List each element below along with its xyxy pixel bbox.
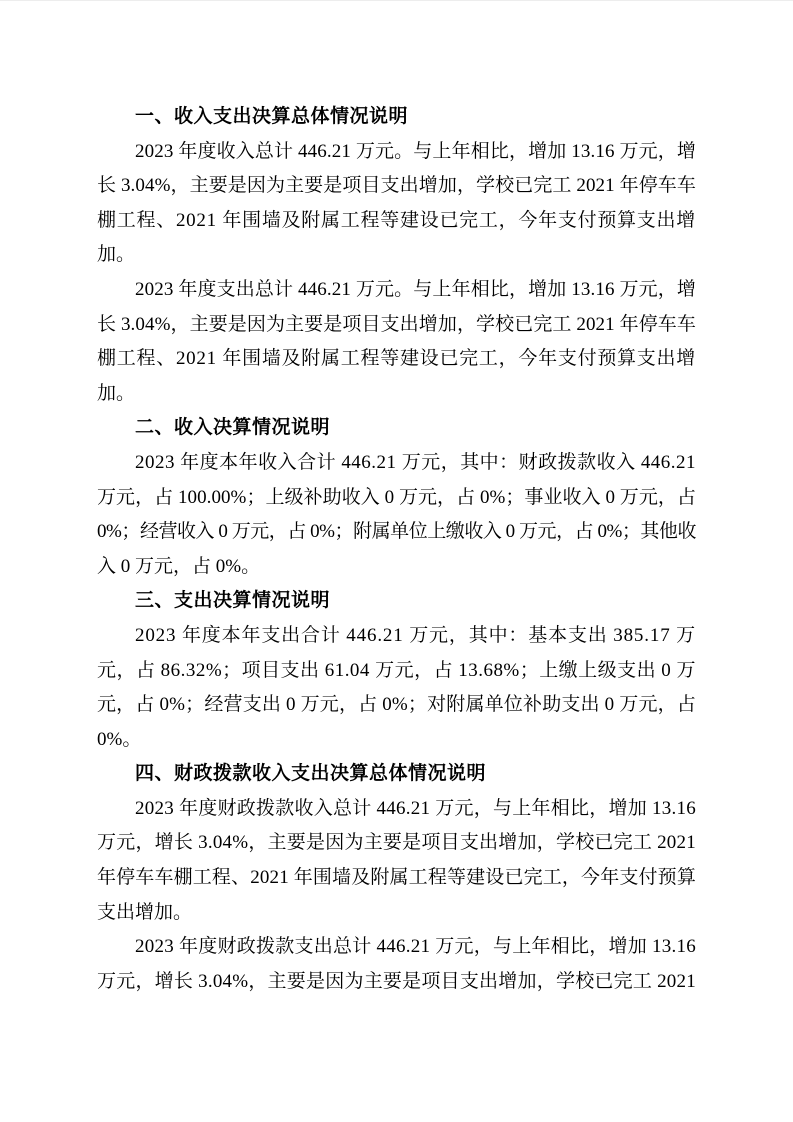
- paragraph-line: 万元，占 100.00%；上级补助收入 0 万元，占 0%；事业收入 0 万元，占: [97, 486, 696, 508]
- paragraph-line: 0%。: [97, 728, 142, 750]
- paragraph-line: 加。: [97, 244, 136, 266]
- paragraph-line: 万元，增长 3.04%，主要是因为主要是项目支出增加，学校已完工 2021: [97, 832, 696, 854]
- paragraph-line: 2023 年度收入总计 446.21 万元。与上年相比，增加 13.16 万元，增: [135, 140, 696, 162]
- paragraph-line: 2023 年度支出总计 446.21 万元。与上年相比，增加 13.16 万元，增: [135, 278, 696, 300]
- section-heading: 四、财政拨款收入支出决算总体情况说明: [135, 763, 487, 785]
- paragraph-line: 长 3.04%，主要是因为主要是项目支出增加，学校已完工 2021 年停车车: [97, 175, 696, 197]
- paragraph-line: 加。: [97, 382, 136, 404]
- paragraph-line: 元，占 0%；经营支出 0 万元，占 0%；对附属单位补助支出 0 万元，占: [97, 694, 696, 716]
- paragraph-line: 长 3.04%，主要是因为主要是项目支出增加，学校已完工 2021 年停车车: [97, 313, 696, 335]
- paragraph-line: 2023 年度财政拨款支出总计 446.21 万元，与上年相比，增加 13.16: [135, 936, 696, 958]
- paragraph-line: 入 0 万元，占 0%。: [97, 555, 261, 577]
- page-top-edge: [0, 0, 793, 1]
- paragraph-line: 棚工程、2021 年围墙及附属工程等建设已完工，今年支付预算支出增: [97, 348, 696, 370]
- paragraph-line: 2023 年度本年收入合计 446.21 万元，其中：财政拨款收入 446.21: [135, 451, 696, 473]
- paragraph-line: 元，占 86.32%；项目支出 61.04 万元，占 13.68%；上缴上级支出 0 万: [97, 659, 696, 681]
- paragraph-line: 棚工程、2021 年围墙及附属工程等建设已完工，今年支付预算支出增: [97, 209, 696, 231]
- paragraph-line: 2023 年度本年支出合计 446.21 万元，其中：基本支出 385.17 万: [135, 624, 696, 646]
- paragraph-line: 万元，增长 3.04%，主要是因为主要是项目支出增加，学校已完工 2021: [97, 970, 696, 992]
- section-heading: 二、收入决算情况说明: [135, 417, 331, 439]
- paragraph-line: 2023 年度财政拨款收入总计 446.21 万元，与上年相比，增加 13.16: [135, 797, 696, 819]
- document-content: [97, 100, 696, 999]
- section-heading: 三、支出决算情况说明: [135, 590, 331, 612]
- section-heading: 一、收入支出决算总体情况说明: [135, 106, 409, 127]
- paragraph-line: 年停车车棚工程、2021 年围墙及附属工程等建设已完工，今年支付预算: [97, 867, 696, 889]
- paragraph-line: 0%；经营收入 0 万元，占 0%；附属单位上缴收入 0 万元，占 0%；其他收: [97, 521, 696, 543]
- paragraph-line: 支出增加。: [97, 901, 193, 923]
